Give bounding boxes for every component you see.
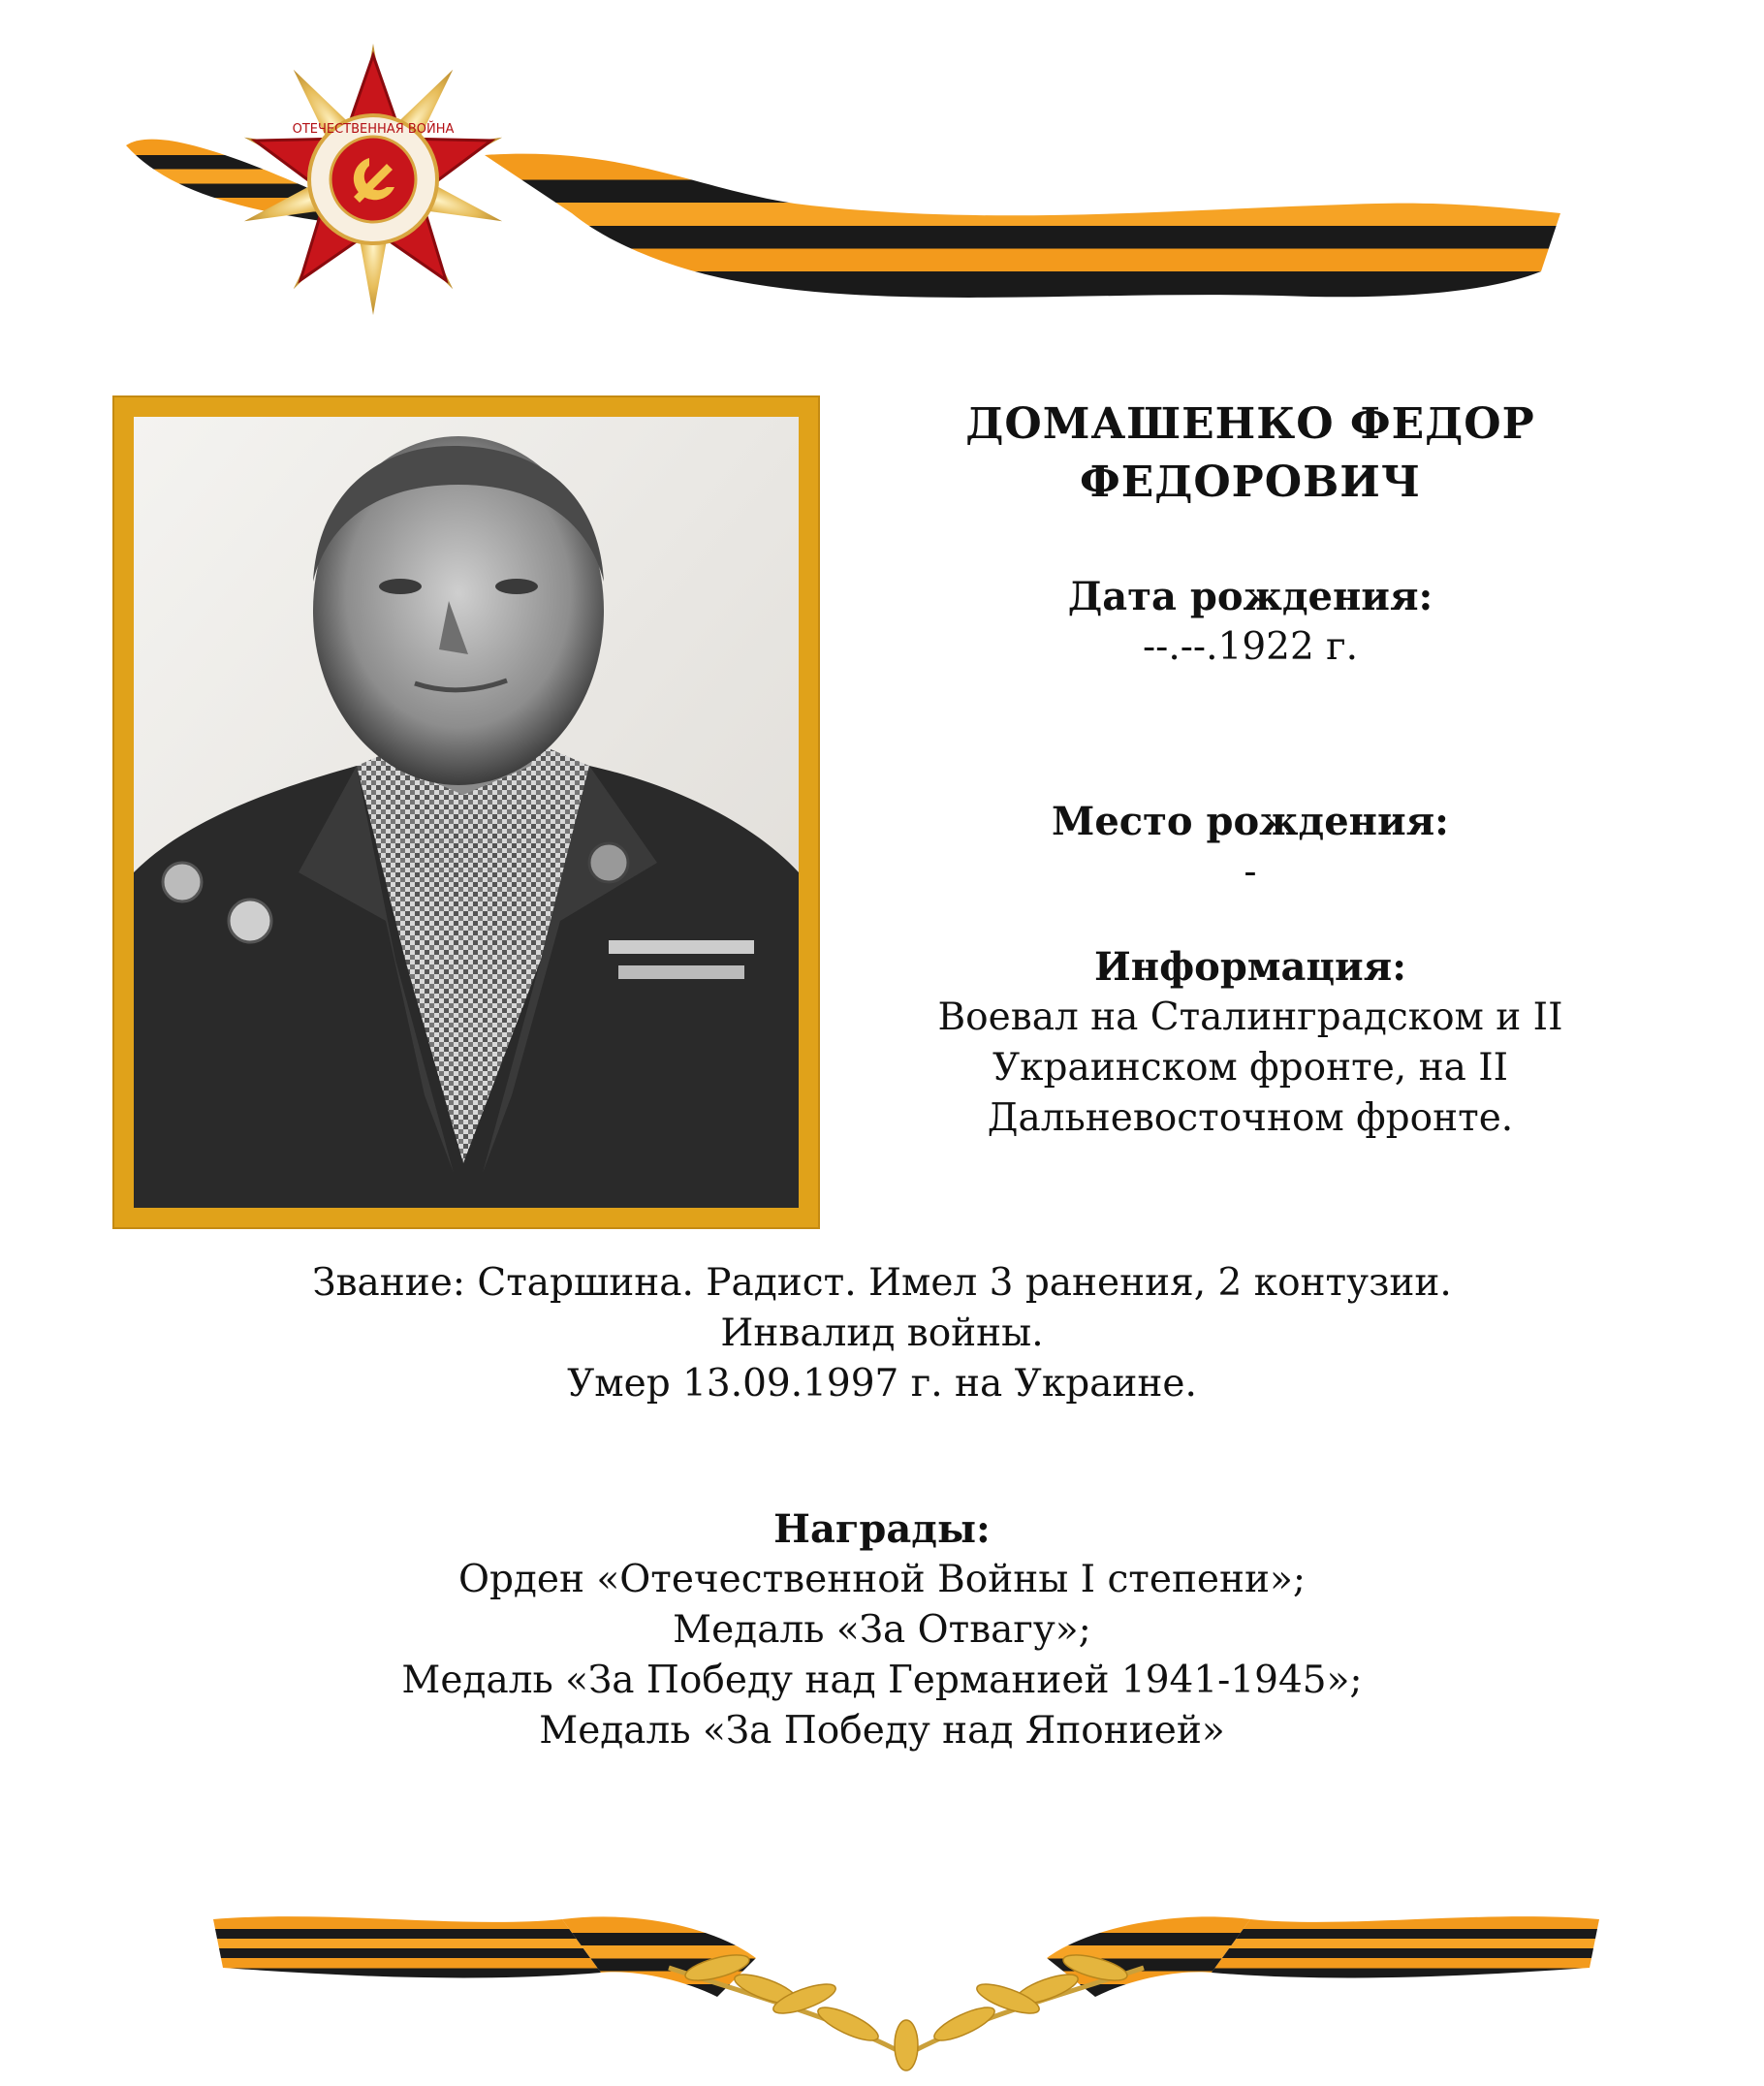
birth-place-label: Место рождения: bbox=[1052, 799, 1449, 844]
footer-decoration bbox=[213, 1900, 1599, 2074]
person-name-line2: ФЕДОРОВИЧ bbox=[1079, 458, 1422, 507]
info-label: Информация: bbox=[1094, 944, 1406, 990]
award-item: Медаль «За Отвагу»; bbox=[673, 1608, 1091, 1652]
bio-block bbox=[174, 1258, 1590, 1409]
info-column bbox=[872, 395, 1628, 1144]
laurel-branch-icon bbox=[669, 1950, 1144, 2070]
award-item: Орден «Отечественной Войны I степени»; bbox=[457, 1558, 1306, 1601]
award-item: Медаль «За Победу над Германией 1941-1945»; bbox=[401, 1659, 1363, 1702]
birth-place-value: - bbox=[1244, 850, 1257, 894]
person-name-line1: ДОМАШЕНКО ФЕДОР bbox=[965, 399, 1535, 449]
awards-block bbox=[174, 1504, 1590, 1756]
info-line: Дальневосточном фронте. bbox=[987, 1096, 1514, 1140]
bio-line: Умер 13.09.1997 г. на Украине. bbox=[567, 1362, 1197, 1406]
bio-line: Инвалид войны. bbox=[720, 1312, 1044, 1355]
awards-label: Награды: bbox=[773, 1506, 991, 1552]
award-item: Медаль «За Победу над Японией» bbox=[539, 1709, 1225, 1753]
info-line: Украинском фронте, на II bbox=[992, 1046, 1509, 1090]
info-line: Воевал на Сталинградском и II bbox=[937, 996, 1563, 1039]
order-ring-text: ОТЕЧЕСТВЕННАЯ ВОЙНА bbox=[292, 122, 455, 137]
bio-line: Звание: Старшина. Радист. Имел 3 ранения, 2 контузии. bbox=[312, 1261, 1452, 1305]
header-decoration bbox=[116, 19, 1590, 339]
footer-ribbon bbox=[213, 1916, 1599, 1997]
portrait-photo bbox=[134, 417, 799, 1208]
portrait-frame bbox=[114, 397, 818, 1227]
birth-date-label: Дата рождения: bbox=[1067, 574, 1433, 619]
birth-date-value: --.--.1922 г. bbox=[1143, 625, 1358, 669]
